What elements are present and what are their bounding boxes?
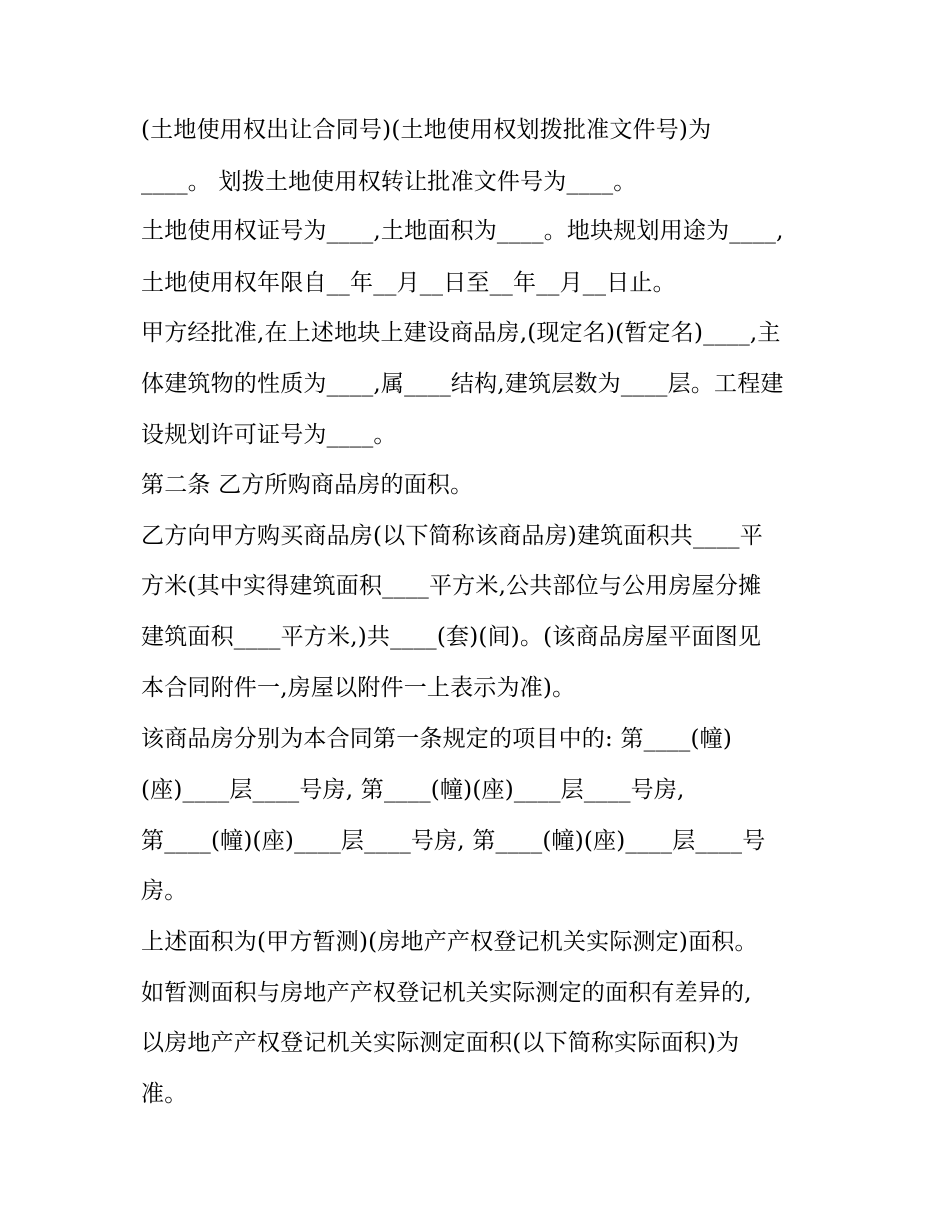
text-line: 设规划许可证号为____。 [141,422,397,448]
text-line: 房。 [141,878,188,904]
text-line: 该商品房分别为本合同第一条规定的项目中的: 第____(幢) [141,726,733,752]
text-line: (座)____层____号房, 第____(幢)(座)____层____号房, [141,777,685,803]
text-line: 准。 [141,1081,188,1107]
text-line: 本合同附件一,房屋以附件一上表示为准)。 [141,675,576,701]
text-line: 甲方经批准,在上述地块上建设商品房,(现定名)(暂定名)____,主 [141,320,781,346]
text-line: (土地使用权出让合同号)(土地使用权划拨批准文件号)为 [141,117,712,143]
text-line: 土地使用权证号为____,土地面积为____。地块规划用途为____, [141,218,784,244]
text-line: 第____(幢)(座)____层____号房, 第____(幢)(座)____层____号 [141,828,766,854]
text-line: 乙方向甲方购买商品房(以下简称该商品房)建筑面积共____平 [141,523,763,549]
text-line: 体建筑物的性质为____,属____结构,建筑层数为____层。工程建 [141,371,784,397]
text-line: ____。 划拨土地使用权转让批准文件号为____。 [141,169,637,195]
text-line: 土地使用权年限自__年__月__日至__年__月__日止。 [141,270,676,296]
text-line: 以房地产产权登记机关实际测定面积(以下简称实际面积)为 [141,1030,740,1056]
section-heading: 第二条 乙方所购商品房的面积。 [141,472,474,498]
text-line: 建筑面积____平方米,)共____(套)(间)。(该商品房屋平面图见 [141,624,762,650]
text-line: 方米(其中实得建筑面积____平方米,公共部位与公用房屋分摊 [141,573,762,599]
text-line: 如暂测面积与房地产产权登记机关实际测定的面积有差异的, [141,980,752,1006]
text-line: 上述面积为(甲方暂测)(房地产产权登记机关实际测定)面积。 [141,929,758,955]
